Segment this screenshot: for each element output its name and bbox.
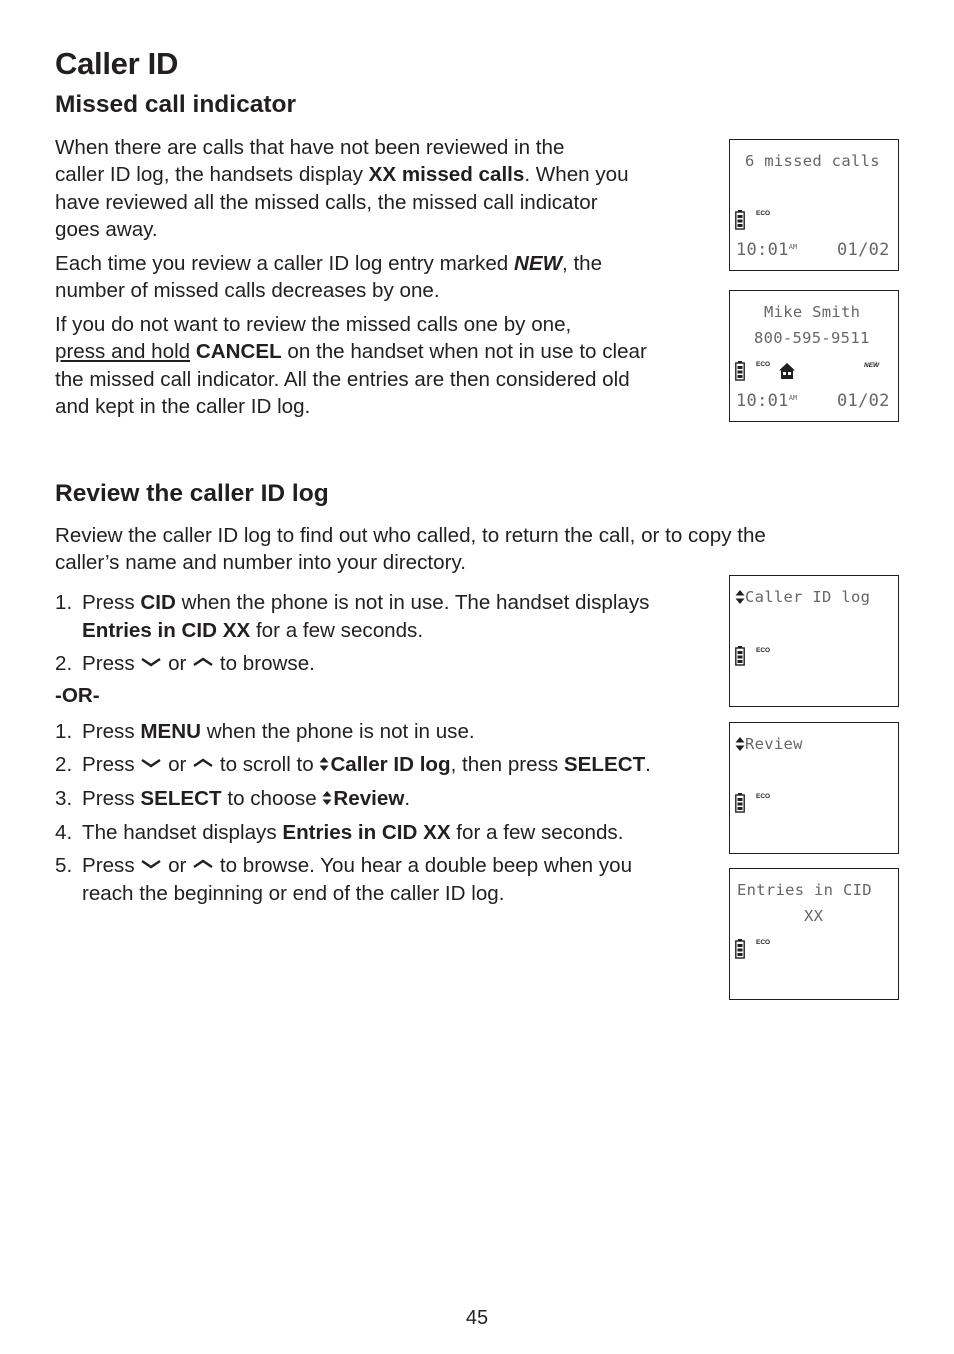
up-down-arrow-icon <box>735 589 745 605</box>
underlined-term: press and hold <box>55 340 191 364</box>
text: or <box>162 854 193 877</box>
text: when the phone is not in use. The handset displays <box>175 591 650 614</box>
up-arrow-icon <box>192 858 214 870</box>
down-arrow-icon <box>140 858 162 870</box>
review-heading: Review the caller ID log <box>55 480 329 507</box>
new-indicator: NEW <box>864 362 880 369</box>
text: and kept in the caller ID log. <box>55 394 311 418</box>
text: to browse. <box>214 652 315 675</box>
text: to choose <box>221 787 323 810</box>
screen-date: 01/02 <box>837 391 890 411</box>
text: on the handset when not in use to clear <box>281 340 647 364</box>
key-name: CID <box>140 591 176 614</box>
list-number: 2. <box>55 652 73 675</box>
screen-time <box>736 391 797 411</box>
text: Press <box>82 854 141 877</box>
text: to browse. You hear a double beep when you <box>214 854 633 877</box>
list-text <box>82 589 649 644</box>
list-number: 1. <box>55 591 73 614</box>
eco-indicator: ECO <box>756 939 771 946</box>
text: number of missed calls decreases by one. <box>55 279 440 303</box>
eco-indicator: ECO <box>756 361 771 368</box>
screen-text: XX <box>804 907 824 925</box>
bold-term: CANCEL <box>195 340 282 364</box>
down-arrow-icon <box>140 757 162 769</box>
home-icon <box>778 362 796 380</box>
text: , then press <box>450 753 564 776</box>
list-number: 5. <box>55 854 73 877</box>
up-down-arrow-icon <box>735 736 745 752</box>
handset-screen-caller-id-log <box>729 575 899 707</box>
screen-text: 6 missed calls <box>745 152 880 170</box>
list-number: 3. <box>55 787 73 810</box>
text: , the <box>562 252 603 275</box>
time-text: 10:01 <box>736 391 789 411</box>
handset-screen-entry <box>729 290 899 422</box>
time-text: 10:01 <box>736 240 789 260</box>
handset-screen-missed-calls <box>729 139 899 271</box>
text: caller’s name and number into your directory. <box>55 551 466 575</box>
list-text <box>82 718 475 746</box>
text: goes away. <box>55 217 158 241</box>
text: for a few seconds. <box>250 618 424 642</box>
screen-text: Review <box>745 735 803 753</box>
text: Press <box>82 591 141 614</box>
text: The handset displays <box>82 821 283 844</box>
ampm-text: AM <box>788 394 798 402</box>
missed-paragraph-3 <box>55 311 647 420</box>
list-text <box>82 751 651 779</box>
bold-term: XX missed calls <box>368 163 525 187</box>
text: Press <box>82 753 141 776</box>
ampm-text: AM <box>788 243 798 251</box>
eco-indicator: ECO <box>756 210 771 217</box>
battery-icon <box>735 361 745 381</box>
text: for a few seconds. <box>450 821 624 844</box>
missed-paragraph-2 <box>55 250 602 305</box>
text: Each time you review a caller ID log entry marked <box>55 252 514 275</box>
missed-paragraph-1 <box>55 134 629 243</box>
screen-date: 01/02 <box>837 240 890 260</box>
or-separator: -OR- <box>55 684 100 707</box>
key-name: SELECT <box>140 787 222 810</box>
list-text <box>82 650 315 678</box>
text: to scroll to <box>214 753 320 776</box>
text: the missed call indicator. All the entries are then considered old <box>55 367 630 391</box>
key-name: MENU <box>140 720 202 743</box>
up-down-arrow-icon <box>319 756 329 772</box>
display-text: Entries in CID XX <box>282 821 451 844</box>
screen-text: Entries in CID <box>737 881 872 899</box>
list-text <box>82 852 632 907</box>
list-number: 4. <box>55 821 73 844</box>
battery-icon <box>735 210 745 230</box>
text: . When you <box>524 163 629 187</box>
screen-text: 800-595-9511 <box>754 329 870 347</box>
text: have reviewed all the missed calls, the missed call indicator <box>55 190 598 214</box>
page-title: Caller ID <box>55 46 179 81</box>
eco-indicator: ECO <box>756 647 771 654</box>
review-intro <box>55 522 766 577</box>
key-name: SELECT <box>563 753 646 776</box>
text: when the phone is not in use. <box>201 720 475 743</box>
battery-icon <box>735 793 745 813</box>
text: reach the beginning or end of the caller ID log. <box>82 881 505 905</box>
text: Review the caller ID log to find out who called, to return the call, or to copy the <box>55 524 766 547</box>
menu-item-name: Caller ID log <box>330 753 451 776</box>
menu-item-name: Review <box>333 787 405 810</box>
list-text <box>82 819 623 847</box>
screen-text: Mike Smith <box>764 303 861 321</box>
eco-indicator: ECO <box>756 793 771 800</box>
text: Press <box>82 787 141 810</box>
down-arrow-icon <box>140 656 162 668</box>
text: . <box>645 753 651 776</box>
text: When there are calls that have not been reviewed in the <box>55 136 565 159</box>
text: or <box>162 753 193 776</box>
page-number: 45 <box>465 1307 489 1329</box>
list-text <box>82 785 410 813</box>
text: Press <box>82 720 141 743</box>
missed-call-heading: Missed call indicator <box>55 91 296 118</box>
text: Press <box>82 652 141 675</box>
up-arrow-icon <box>192 656 214 668</box>
up-down-arrow-icon <box>322 790 332 806</box>
battery-icon <box>735 646 745 666</box>
new-term: NEW <box>513 252 563 275</box>
list-number: 1. <box>55 720 73 743</box>
display-text: Entries in CID XX <box>82 618 251 642</box>
screen-text: Caller ID log <box>745 588 871 606</box>
up-arrow-icon <box>192 757 214 769</box>
text: . <box>404 787 411 810</box>
text: or <box>162 652 193 675</box>
text: caller ID log, the handsets display <box>55 163 369 187</box>
screen-time <box>736 240 797 260</box>
battery-icon <box>735 939 745 959</box>
handset-screen-entries <box>729 868 899 1000</box>
text: If you do not want to review the missed calls one by one, <box>55 313 572 336</box>
handset-screen-review <box>729 722 899 854</box>
list-number: 2. <box>55 753 73 776</box>
